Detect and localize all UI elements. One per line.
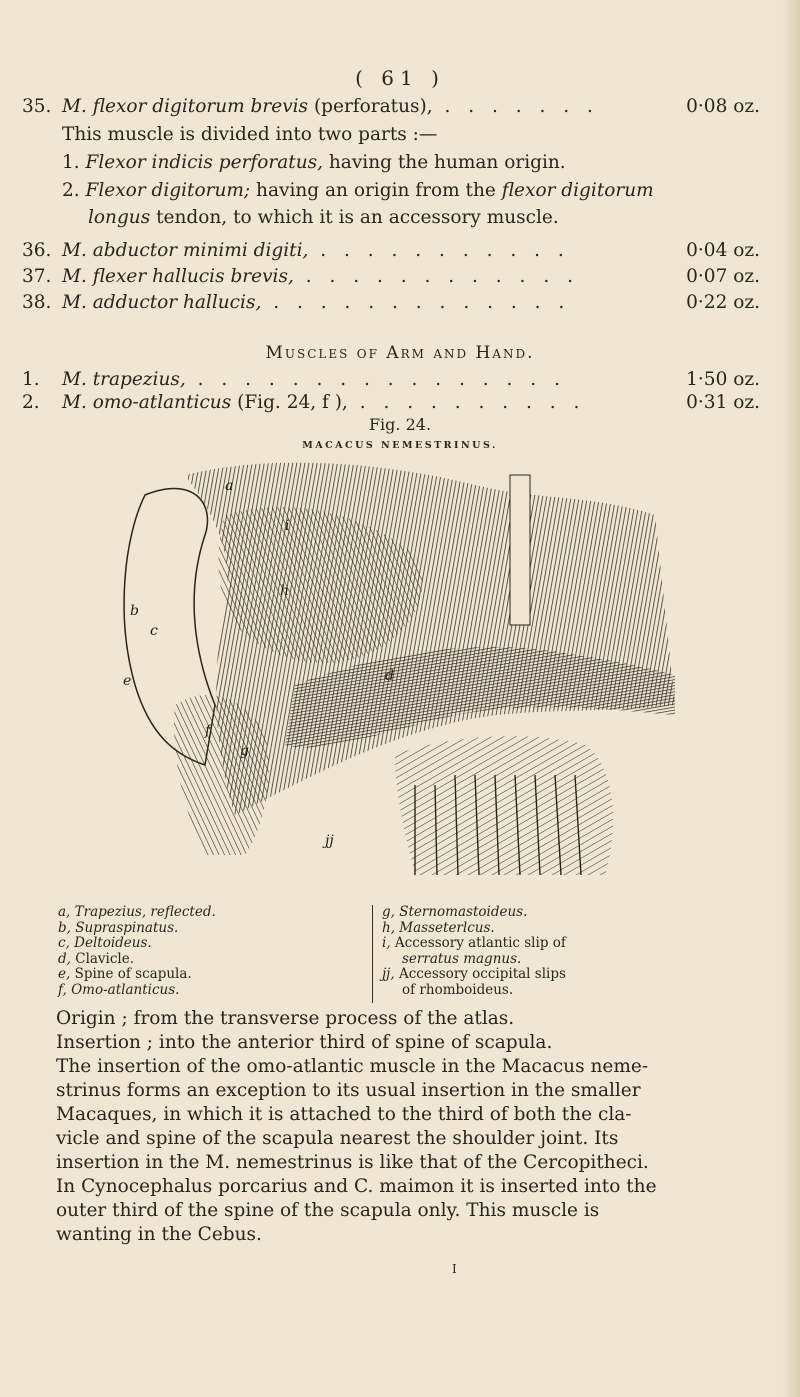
legend-item: i, Accessory atlantic slip of xyxy=(382,935,566,951)
entry-value: 0·22 oz. xyxy=(686,292,760,313)
entry-number: 35. xyxy=(22,96,52,117)
body-line-7: insertion in the M. nemestrinus is like that of the Cercopitheci. xyxy=(56,1152,649,1173)
fig-letter-b: b xyxy=(130,603,139,619)
entry-name: M. omo-atlanticus xyxy=(62,392,232,413)
description-item-2 xyxy=(62,180,654,201)
reflected-band xyxy=(510,475,530,625)
entry-number: 1. xyxy=(22,369,40,390)
figure-label: Fig. 24. xyxy=(368,415,432,434)
sternomastoid xyxy=(174,695,269,855)
lower-muscle-slips xyxy=(395,736,613,875)
item-name: Flexor indicis perforatus, xyxy=(85,152,324,173)
entry-38: 38. M. adductor hallucis, . . . . . . . . . . . . . 0·22 oz. xyxy=(22,292,760,313)
legend-item: d, Clavicle. xyxy=(58,950,135,967)
item-name: longus xyxy=(88,207,151,228)
legend-divider xyxy=(372,905,373,1003)
entry-value: 0·31 oz. xyxy=(686,392,760,413)
fig-letter-c: c xyxy=(150,623,158,639)
item-number: 2. xyxy=(62,180,80,201)
entry-name: M. adductor hallucis, xyxy=(62,292,262,313)
body-line-3: The insertion of the omo-atlantic muscle in the Macacus neme- xyxy=(56,1056,649,1077)
item-text: having the human origin. xyxy=(323,152,566,173)
entry-extra: (Fig. 24, f ), xyxy=(231,392,348,413)
description-item-2-cont xyxy=(88,207,559,228)
body-line-2: Insertion ; into the anterior third of spine of scapula. xyxy=(56,1032,553,1053)
legend-item: e, Spine of scapula. xyxy=(58,966,192,982)
entry-number: 2. xyxy=(22,392,40,413)
entry-value: 0·04 oz. xyxy=(686,240,760,261)
page-number: ( 61 ) xyxy=(355,66,445,90)
entry-37: 37. M. flexer hallucis brevis, . . . . . . . . . . . . 0·07 oz. xyxy=(22,266,760,287)
section-heading: Muscles of Arm and Hand. xyxy=(265,343,535,363)
fig-letter-d: d xyxy=(385,668,394,684)
entry-number: 37. xyxy=(22,266,52,287)
anatomy-illustration xyxy=(115,455,680,875)
entry-arm-1: 1. M. trapezius, . . . . . . . . . . . . . . . . 1·50 oz. xyxy=(22,369,760,390)
body-line-10: wanting in the Cebus. xyxy=(56,1224,262,1245)
signature-mark: I xyxy=(452,1262,457,1276)
legend-item: jj, Accessory occipital slips xyxy=(382,966,566,982)
item-text: having an origin from the xyxy=(250,180,502,201)
body-line-8: In Cynocephalus porcarius and C. maimon it is inserted into the xyxy=(56,1176,657,1197)
entry-value: 1·50 oz. xyxy=(686,369,760,390)
body-line-5: Macaques, in which it is attached to the third of both the cla- xyxy=(56,1104,632,1125)
fig-letter-g: g xyxy=(240,743,249,759)
fig-letter-a: a xyxy=(225,478,234,494)
fig-letter-f: f xyxy=(205,723,211,739)
fig-letter-jj: jj xyxy=(325,833,334,849)
body-line-6: vicle and spine of the scapula nearest the shoulder joint. Its xyxy=(56,1128,619,1149)
entry-extra: (perforatus), xyxy=(308,96,433,117)
entry-arm-2: 2. M. omo-atlanticus (Fig. 24, f ), . . . . . . . . . . 0·31 oz. xyxy=(22,392,760,413)
page-edge-shadow xyxy=(782,0,800,1397)
entry-name: M. flexor digitorum brevis xyxy=(62,96,309,117)
fig-letter-h: h xyxy=(280,583,290,599)
legend-item: b, Supraspinatus. xyxy=(58,919,179,936)
item-name: Flexor digitorum; xyxy=(85,180,251,201)
body-line-9: outer third of the spine of the scapula only. This muscle is xyxy=(56,1200,600,1221)
legend-item: serratus magnus. xyxy=(402,950,522,967)
entry-number: 36. xyxy=(22,240,52,261)
legend-item: of rhomboideus. xyxy=(402,981,514,998)
figure-sublabel: MACACUS NEMESTRINUS. xyxy=(302,440,498,451)
entry-value: 0·08 oz. xyxy=(686,96,760,117)
legend-item: f, Omo-atlanticus. xyxy=(58,981,180,998)
legend-left xyxy=(58,905,216,998)
fig-letter-e: e xyxy=(123,673,132,689)
item-number: 1. xyxy=(62,152,80,173)
legend-item: a, Trapezius, reflected. xyxy=(58,904,216,920)
body-line-1: Origin ; from the transverse process of the atlas. xyxy=(56,1008,515,1029)
body-line-4: strinus forms an exception to its usual insertion in the smaller xyxy=(56,1080,641,1101)
description-intro: This muscle is divided into two parts :— xyxy=(62,124,438,145)
entry-number: 38. xyxy=(22,292,52,313)
legend-item: g, Sternomastoideus. xyxy=(382,904,528,920)
item-name-2: flexor digitorum xyxy=(501,180,654,201)
entry-36: 36. M. abductor minimi digiti, . . . . . . . . . . . 0·04 oz. xyxy=(22,240,760,261)
entry-35: 35. M. flexor digitorum brevis (perforatus), . . . . . . . 0·08 oz. xyxy=(22,96,760,117)
entry-name: M. abductor minimi digiti, xyxy=(62,240,309,261)
description-item-1 xyxy=(62,152,566,173)
entry-value: 0·07 oz. xyxy=(686,266,760,287)
legend-right xyxy=(382,905,566,998)
item-text: tendon, to which it is an accessory muscle. xyxy=(150,207,559,228)
legend-item: h, Masseterlcus. xyxy=(382,919,495,936)
fig-letter-i: i xyxy=(285,518,290,534)
entry-name: M. trapezius, xyxy=(62,369,186,390)
entry-name: M. flexer hallucis brevis, xyxy=(62,266,294,287)
legend-item: c, Deltoideus. xyxy=(58,935,152,951)
